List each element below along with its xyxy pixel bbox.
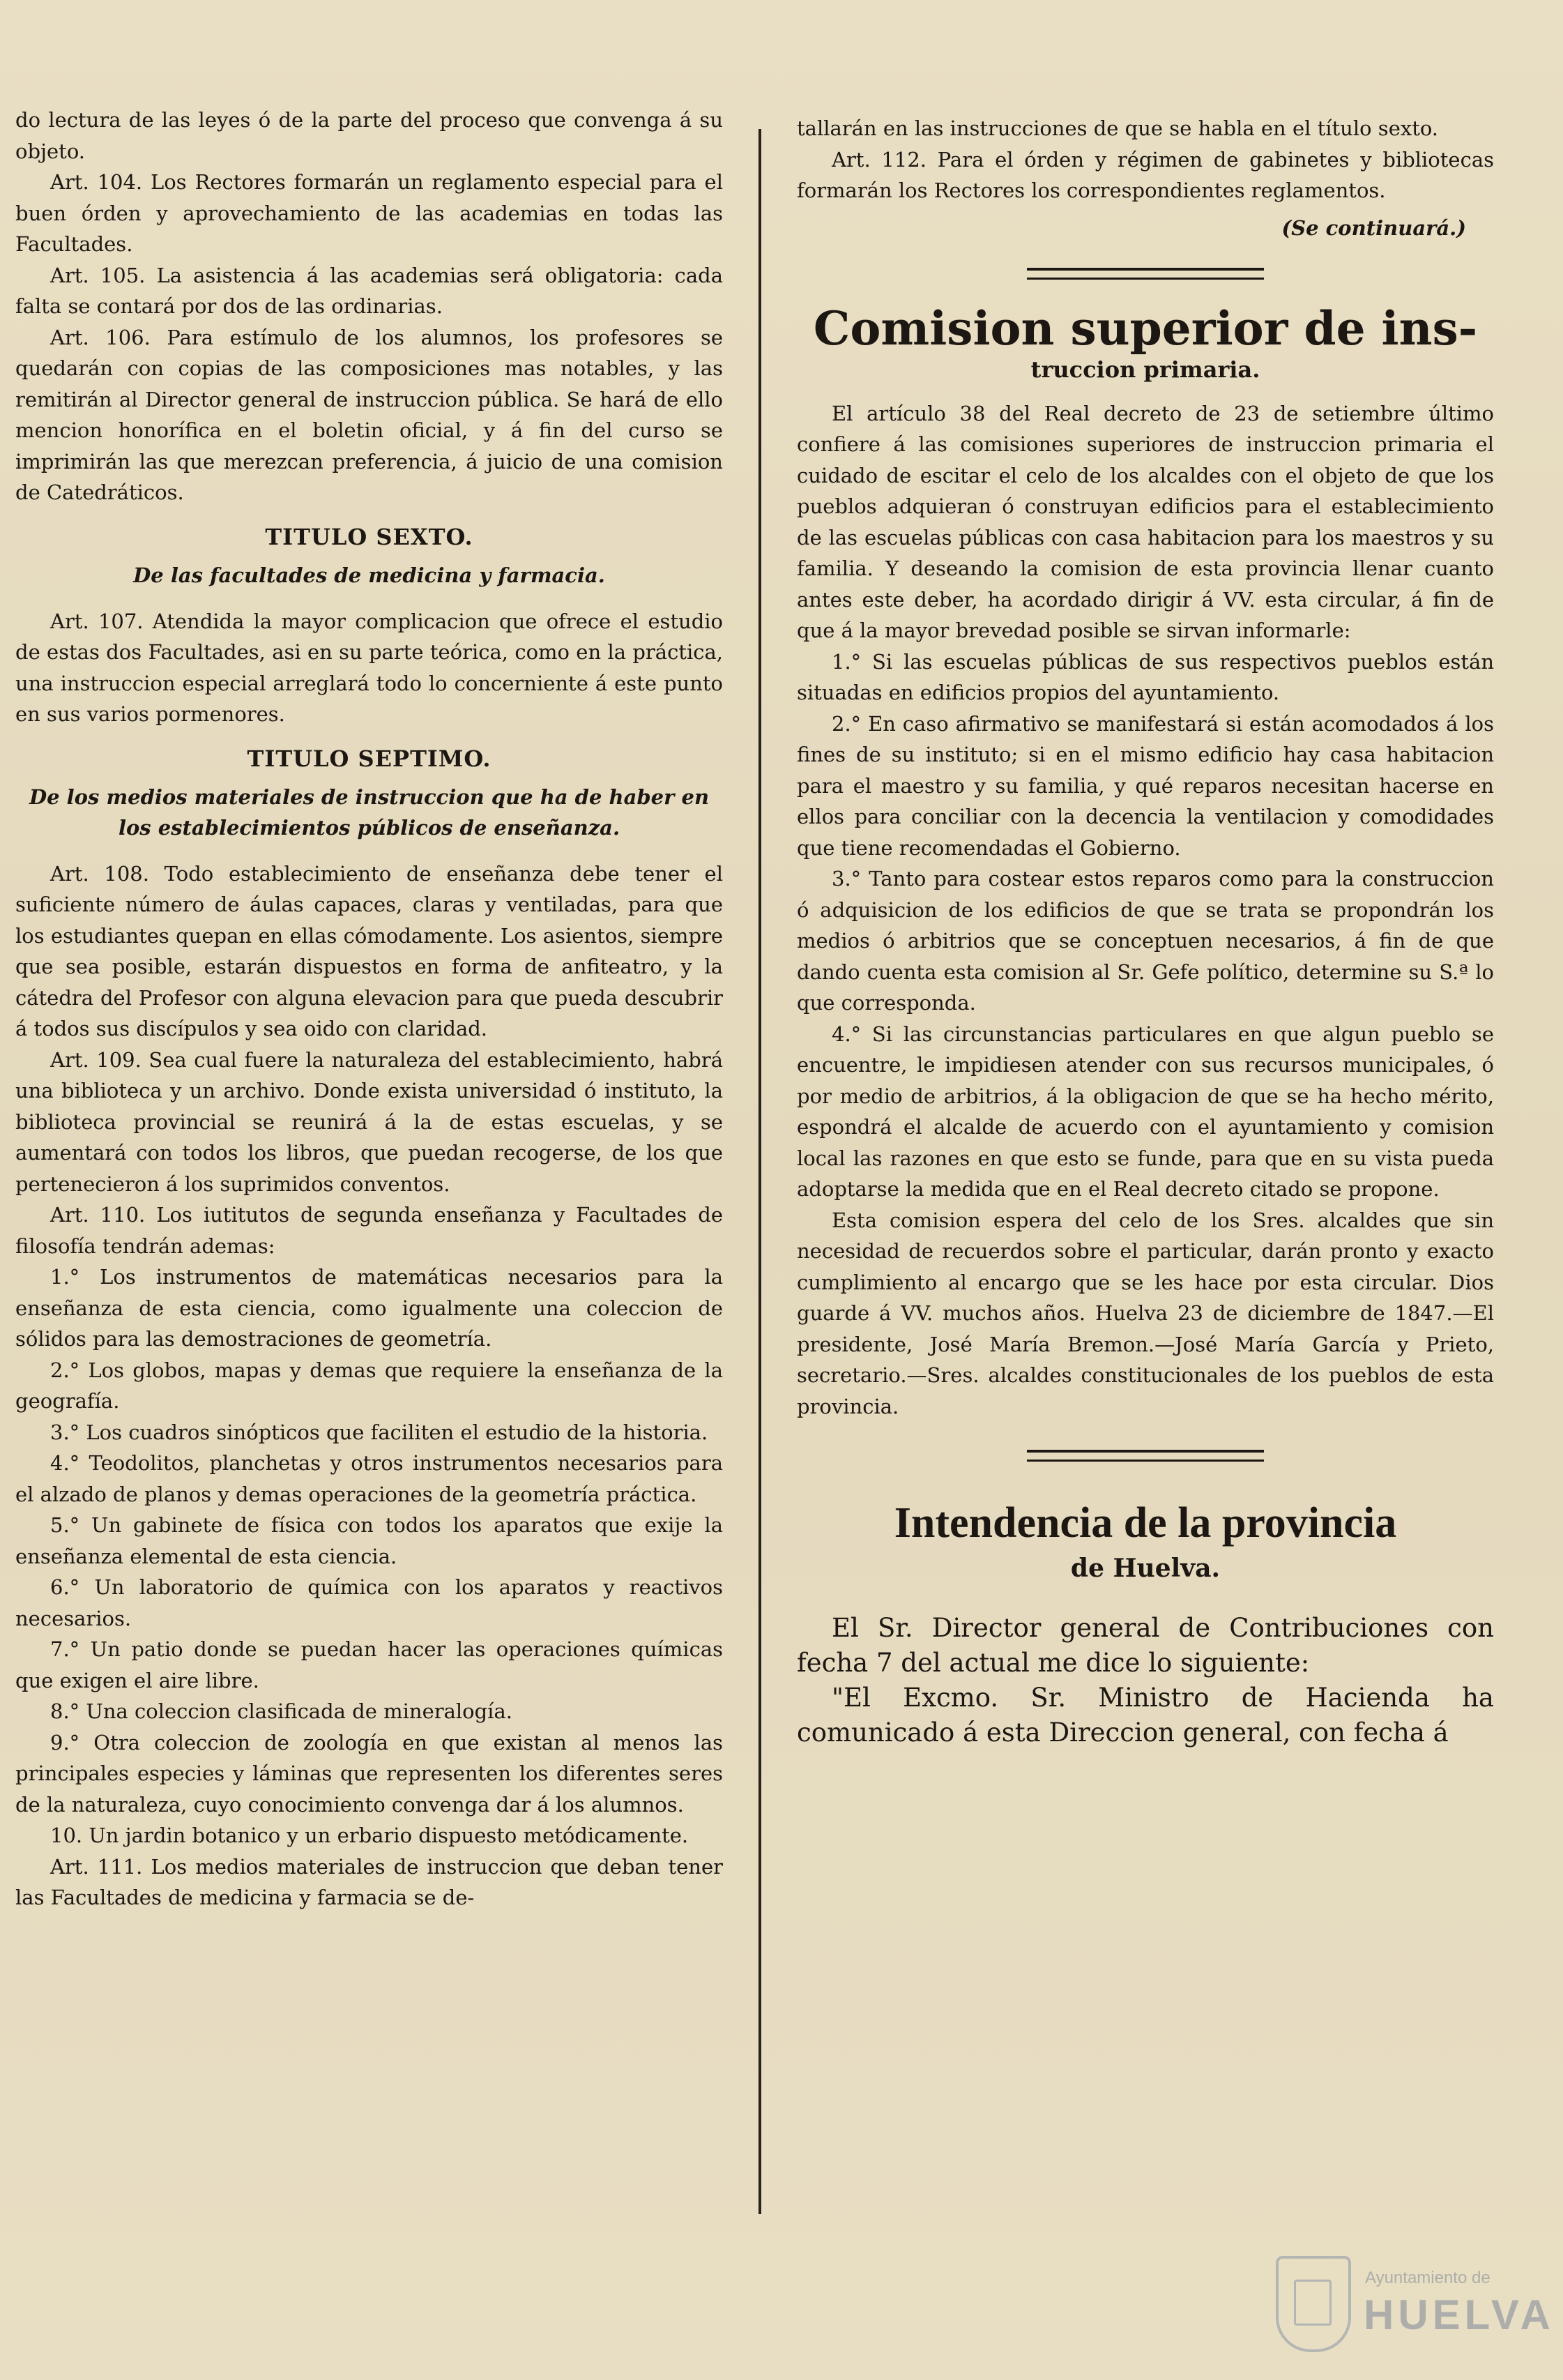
comision-item-3: 3.° Tanto para costear estos reparos como para la construccion ó adquisicion de los edificios de que se trata se propondrán los medios ó arbitrios que se conceptuen necesarios, á fin de que dando cuenta esta comision al Sr. Gefe político, determine su S.ª lo que corresponda. bbox=[797, 867, 1494, 1015]
left-column bbox=[15, 105, 723, 1913]
article-109: Art. 109. Sea cual fuere la naturaleza del establecimiento, habrá una biblioteca y un archivo. Donde exista universidad ó instituto, la biblioteca provincial se reunirá á la de estas escuelas, y se aumentará con todos los libros, que puedan recogerse, de los que pertenecieron á los suprimidos conventos. bbox=[15, 1047, 723, 1196]
art110-item-4: 4.° Teodolitos, planchetas y otros instrumentos necesarios para el alzado de planos y demas operaciones de la geometría práctica. bbox=[15, 1451, 723, 1506]
intendencia-subtitle: de Huelva. bbox=[1070, 1554, 1221, 1583]
article-107: Art. 107. Atendida la mayor complicacion que ofrece el estudio de estas dos Facultades, asi en su parte teórica, como en la práctica, una instruccion especial arreglará todo lo concerniente á este punto en sus varios pormenores. bbox=[15, 609, 723, 726]
art110-item-6: 6.° Un laboratorio de química con los aparatos y reactivos necesarios. bbox=[15, 1575, 723, 1630]
watermark-big-text: HUELVA bbox=[1364, 2291, 1555, 2338]
art110-item-1: 1.° Los instrumentos de matemáticas necesarios para la enseñanza de esta ciencia, como igualmente una coleccion de sólidos para las demostraciones de geometría. bbox=[15, 1265, 723, 1351]
art110-item-5: 5.° Un gabinete de física con todos los aparatos que exije la enseñanza elemental de esta ciencia. bbox=[15, 1513, 723, 1568]
paragraph-continuation-right: tallarán en las instrucciones de que se habla en el título sexto. bbox=[797, 116, 1439, 140]
article-104: Art. 104. Los Rectores formarán un reglamento especial para el buen órden y aprovechamiento de las academias en todas las Facultades. bbox=[15, 170, 723, 256]
comision-closing: Esta comision espera del celo de los Sres. alcaldes que sin necesidad de recuerdos sobre el particular, darán pronto y exacto cumplimiento al encargo que se les hace por esta circular. Dios guarde á VV. muchos años. Huelva 23 de diciembre de 1847.—El presidente, José María Bremon.—José María García y Prieto, secretario.—Sres. alcaldes constitucionales de los pueblos de esta provincia. bbox=[797, 1208, 1494, 1418]
se-continuara-note: (Se continuará.) bbox=[1281, 215, 1466, 240]
paragraph-continuation: do lectura de las leyes ó de la parte del proceso que convenga á su objeto. bbox=[15, 108, 723, 163]
article-110: Art. 110. Los iutitutos de segunda enseñanza y Facultades de filosofía tendrán ademas: bbox=[15, 1203, 723, 1258]
comision-item-4: 4.° Si las circunstancias particulares en que algun pueblo se encuentre, le impidiesen atender con sus recursos municipales, ó por medio de arbitrios, á la obligacion de que se ha hecho mérito, espondrá el alcalde de acuerdo con el ayuntamiento y comision local las razones en que esto se funde, para que en su vista pueda adoptarse la medida que en el Real decreto citado se propone. bbox=[797, 1022, 1494, 1201]
article-108: Art. 108. Todo establecimiento de enseñanza debe tener el suficiente número de áulas capaces, claras y ventiladas, para que los estudiantes quepan en ellas cómodamente. Los asientos, siempre que sea posible, estarán dispuestos en forma de anfiteatro, y la cátedra del Profesor con alguna elevacion para que pueda descubrir á todos sus discípulos y sea oido con claridad. bbox=[15, 861, 723, 1040]
right-column bbox=[797, 113, 1494, 1750]
shield-icon bbox=[1276, 2256, 1351, 2352]
intendencia-body bbox=[797, 1611, 1494, 1750]
intendencia-title: Intendencia de la provincia bbox=[894, 1499, 1397, 1547]
intendencia-paragraph-2: "El Excmo. Sr. Ministro de Hacienda ha comunicado á esta Direccion general, con fecha á bbox=[797, 1683, 1494, 1748]
art110-item-9: 9.° Otra coleccion de zoología en que existan al menos las principales especies y láminas que representen los diferentes seres de la naturaleza, cuyo conocimiento convenga dar á los alumnos. bbox=[15, 1730, 723, 1817]
titulo-septimo-subheading: De los medios materiales de instruccion que ha de haber en los establecimientos públicos de enseñanza. bbox=[29, 785, 710, 840]
article-112: Art. 112. Para el órden y régimen de gabinetes y bibliotecas formarán los Rectores los correspondientes reglamentos. bbox=[797, 147, 1494, 202]
art110-item-2: 2.° Los globos, mapas y demas que requiere la enseñanza de la geografía. bbox=[15, 1358, 723, 1413]
intendencia-paragraph-1: El Sr. Director general de Contribuciones con fecha 7 del actual me dice lo siguiente: bbox=[797, 1613, 1494, 1678]
art110-item-7: 7.° Un patio donde se puedan hacer las operaciones químicas que exigen el aire libre. bbox=[15, 1637, 723, 1692]
article-106: Art. 106. Para estímulo de los alumnos, los profesores se quedarán con copias de las composiciones mas notables, y las remitirán al Director general de instruccion pública. Se hará de ello mencion honorífica en el boletin oficial, y á fin del curso se imprimirán las que merezcan preferencia, á juicio de una comision de Catedráticos. bbox=[15, 325, 723, 504]
article-105: Art. 105. La asistencia á las academias será obligatoria: cada falta se contará por dos de las ordinarias. bbox=[15, 263, 723, 318]
comision-item-1: 1.° Si las escuelas públicas de sus respectivos pueblos están situadas en edificios propios del ayuntamiento. bbox=[797, 649, 1494, 704]
art110-item-10: 10. Un jardin botanico y un erbario dispuesto metódicamente. bbox=[50, 1824, 689, 1847]
comision-subtitle: truccion primaria. bbox=[1030, 356, 1260, 383]
titulo-sexto-heading: TITULO SEXTO. bbox=[265, 523, 473, 550]
article-111: Art. 111. Los medios materiales de instruccion que deban tener las Facultades de medicina y farmacia se de- bbox=[15, 1854, 723, 1909]
titulo-sexto-subheading: De las facultades de medicina y farmacia. bbox=[133, 563, 605, 587]
titulo-septimo-heading: TITULO SEPTIMO. bbox=[247, 745, 491, 772]
comision-intro: El artículo 38 del Real decreto de 23 de setiembre último confiere á las comisiones superiores de instruccion primaria el cuidado de escitar el celo de los alcaldes con el objeto de que los pueblos adquieran ó construyan edificios para el establecimiento de las escuelas públicas con casa habitacion para los maestros y su familia. Y deseando la comision de esta provincia llenar cuanto antes este deber, ha acordado dirigir á VV. esta circular, á fin de que á la mayor brevedad posible se sirvan informarle: bbox=[797, 401, 1494, 642]
section-separator-2 bbox=[1027, 1450, 1264, 1462]
comision-title: Comision superior de ins- bbox=[813, 301, 1478, 356]
art110-item-3: 3.° Los cuadros sinópticos que faciliten el estudio de la historia. bbox=[50, 1420, 708, 1444]
column-divider bbox=[758, 129, 761, 2214]
art110-item-8: 8.° Una coleccion clasificada de mineralogía. bbox=[50, 1699, 512, 1723]
section-separator-1 bbox=[1027, 268, 1264, 280]
comision-item-2: 2.° En caso afirmativo se manifestará si están acomodados á los fines de su instituto; si en el mismo edificio hay casa habitacion para el maestro y su familia, y qué reparos necesitan hacerse en ellos para conciliar con la decencia la ventilacion y comodidades que tiene recomendadas el Gobierno. bbox=[797, 711, 1494, 860]
watermark-small-text: Ayuntamiento de bbox=[1365, 2268, 1490, 2287]
ayuntamiento-huelva-watermark bbox=[1276, 2249, 1555, 2354]
